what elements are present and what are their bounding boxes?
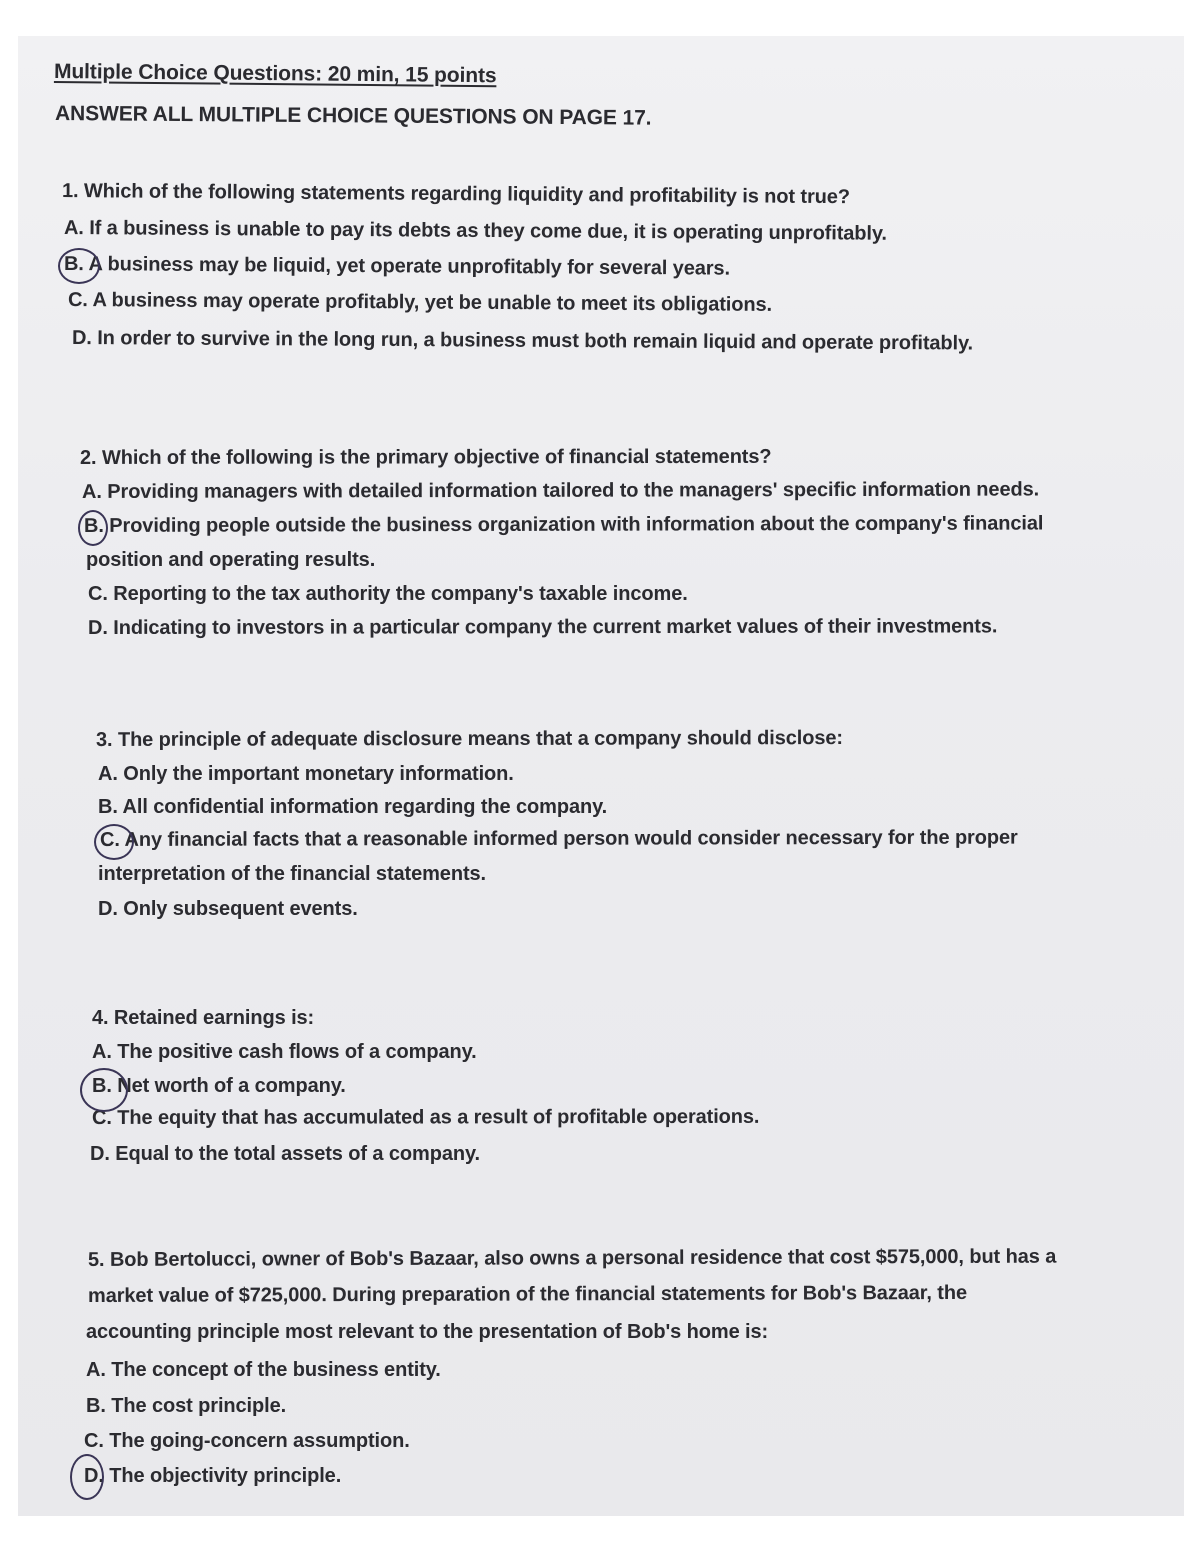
question-4-option-a[interactable]: A. The positive cash flows of a company. [92,1041,477,1063]
question-5-stem-line-2: market value of $725,000. During preparation of the financial statements for Bob's Bazaar, the [87,1281,967,1307]
exam-page [18,36,1184,1516]
question-2-stem: 2. Which of the following is the primary objective of financial statements? [79,445,772,469]
question-5-stem-line-3: accounting principle most relevant to the presentation of Bob's home is: [86,1321,769,1343]
question-4-stem: 4. Retained earnings is: [92,1007,315,1029]
question-3-option-b[interactable]: B. All confidential information regarding the company. [98,796,608,818]
question-5-option-d[interactable]: D. The objectivity principle. [84,1465,342,1487]
question-3-option-c[interactable]: C. Any financial facts that a reasonable informed person would consider necessary for the proper [99,826,1018,851]
question-5-option-b[interactable]: B. The cost principle. [86,1395,287,1417]
question-2-option-a[interactable]: A. Providing managers with detailed information tailored to the managers' specific information needs. [81,478,1040,503]
question-4-option-d[interactable]: D. Equal to the total assets of a company. [90,1143,480,1165]
question-1-option-c[interactable]: C. A business may operate profitably, yet be unable to meet its obligations. [67,289,773,316]
question-1-stem: 1. Which of the following statements regarding liquidity and profitability is not true? [61,180,851,209]
question-2-option-d[interactable]: D. Indicating to investors in a particular company the current market values of their investments. [87,615,998,639]
question-4-option-c[interactable]: C. The equity that has accumulated as a result of profitable operations. [91,1105,760,1129]
page-title: Multiple Choice Questions: 20 min, 15 points [53,60,497,88]
question-5-stem-line-1: 5. Bob Bertolucci, owner of Bob's Bazaar, also owns a personal residence that cost $575,000, but has a [87,1245,1057,1271]
question-1-option-b[interactable]: B. A business may be liquid, yet operate unprofitably for several years. [63,253,731,280]
question-1-option-d[interactable]: D. In order to survive in the long run, a business must both remain liquid and operate profitably. [71,327,974,355]
question-3-stem: 3. The principle of adequate disclosure means that a company should disclose: [95,727,843,751]
question-5-option-c[interactable]: C. The going-concern assumption. [84,1430,410,1452]
question-2-option-b[interactable]: B. Providing people outside the business organization with information about the company's financial [83,512,1044,537]
page-instruction: ANSWER ALL MULTIPLE CHOICE QUESTIONS ON PAGE 17. [54,102,652,130]
question-4-option-b[interactable]: B. Net worth of a company. [92,1075,346,1097]
question-3-option-d[interactable]: D. Only subsequent events. [98,898,358,920]
question-2-option-b-continued[interactable]: position and operating results. [86,549,376,571]
question-1-option-a[interactable]: A. If a business is unable to pay its debts as they come due, it is operating unprofitably. [63,217,887,245]
question-5-option-a[interactable]: A. The concept of the business entity. [86,1359,441,1381]
question-3-option-a[interactable]: A. Only the important monetary information. [98,763,514,785]
question-2-option-c[interactable]: C. Reporting to the tax authority the company's taxable income. [88,583,688,605]
question-3-option-c-continued[interactable]: interpretation of the financial statements. [98,863,486,885]
